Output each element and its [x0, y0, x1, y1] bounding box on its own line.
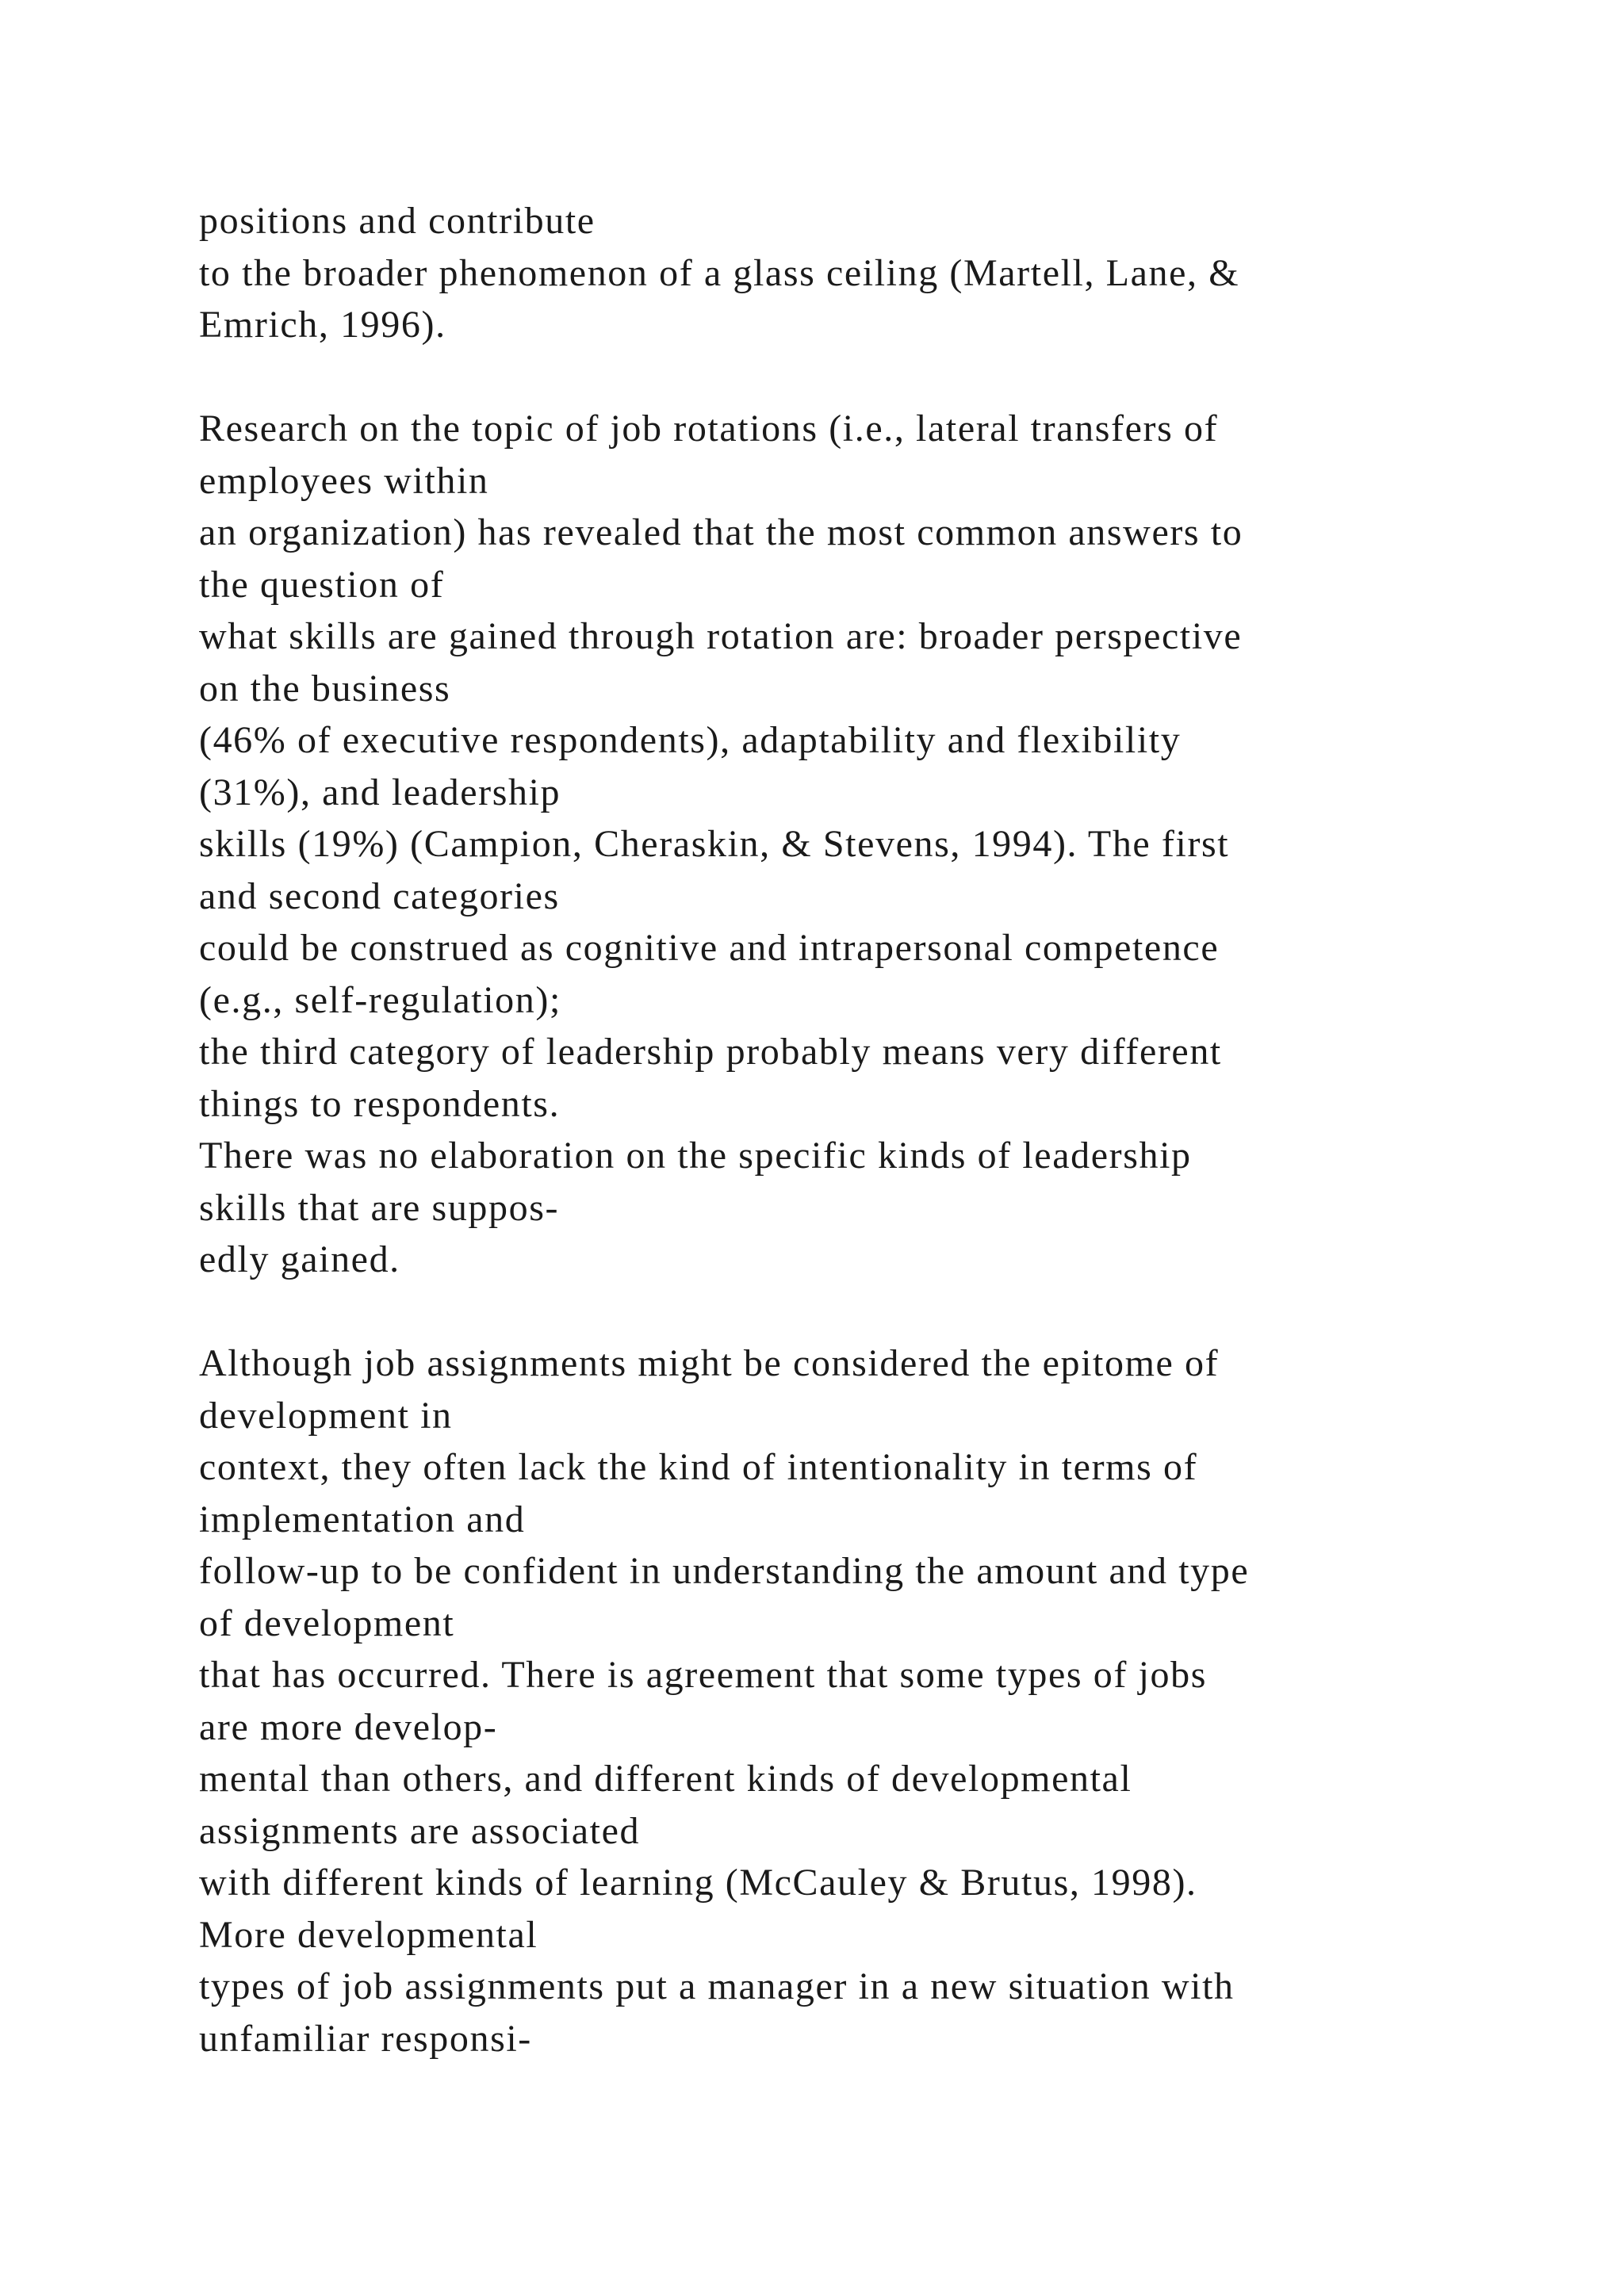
text-line: Although job assignments might be considered the epitome of [199, 1342, 1220, 1384]
text-line: (e.g., self-regulation); [199, 978, 561, 1021]
text-line: skills (19%) (Campion, Cheraskin, & Stevens, 1994). The first [199, 823, 1230, 865]
text-line: things to respondents. [199, 1082, 561, 1125]
text-line: unfamiliar responsi- [199, 2017, 532, 2060]
text-line: More developmental [199, 1913, 538, 1956]
text-line: edly gained. [199, 1238, 400, 1280]
text-line: follow-up to be confident in understanding the amount and type [199, 1550, 1250, 1592]
text-line: an organization) has revealed that the most common answers to [199, 511, 1243, 553]
text-line: skills that are suppos- [199, 1186, 560, 1229]
text-line: to the broader phenomenon of a glass ceiling (Martell, Lane, & [199, 251, 1240, 294]
text-line: There was no elaboration on the specific kinds of leadership [199, 1135, 1192, 1177]
paragraph [199, 1337, 1507, 2064]
text-line: could be construed as cognitive and intrapersonal competence [199, 927, 1220, 969]
paragraph-gap [199, 351, 1507, 404]
text-line: are more develop- [199, 1705, 498, 1748]
text-line: the question of [199, 563, 445, 606]
text-line: Research on the topic of job rotations (i.e., lateral transfers of [199, 408, 1219, 450]
text-line: with different kinds of learning (McCauley & Brutus, 1998). [199, 1862, 1197, 1904]
text-line: what skills are gained through rotation are: broader perspective [199, 615, 1243, 657]
text-line: implementation and [199, 1498, 526, 1540]
text-line: the third category of leadership probably means very different [199, 1031, 1222, 1073]
paragraph [199, 195, 1507, 351]
text-line: positions and contribute [199, 200, 596, 242]
text-line: of development [199, 1601, 455, 1644]
text-line: on the business [199, 667, 451, 710]
text-line: that has occurred. There is agreement that some types of jobs [199, 1654, 1207, 1696]
text-line: employees within [199, 459, 489, 502]
text-line: mental than others, and different kinds of developmental [199, 1758, 1132, 1800]
text-line: (46% of executive respondents), adaptability and flexibility [199, 719, 1182, 761]
text-line: and second categories [199, 874, 560, 917]
text-line: assignments are associated [199, 1809, 641, 1852]
text-line: context, they often lack the kind of intentionality in terms of [199, 1446, 1198, 1488]
paragraph-gap [199, 1286, 1507, 1338]
text-line: (31%), and leadership [199, 771, 561, 813]
text-line: types of job assignments put a manager in a new situation with [199, 1965, 1235, 2007]
document-body [199, 195, 1507, 2064]
text-line: development in [199, 1394, 453, 1437]
text-line: Emrich, 1996). [199, 304, 446, 346]
paragraph [199, 403, 1507, 1286]
